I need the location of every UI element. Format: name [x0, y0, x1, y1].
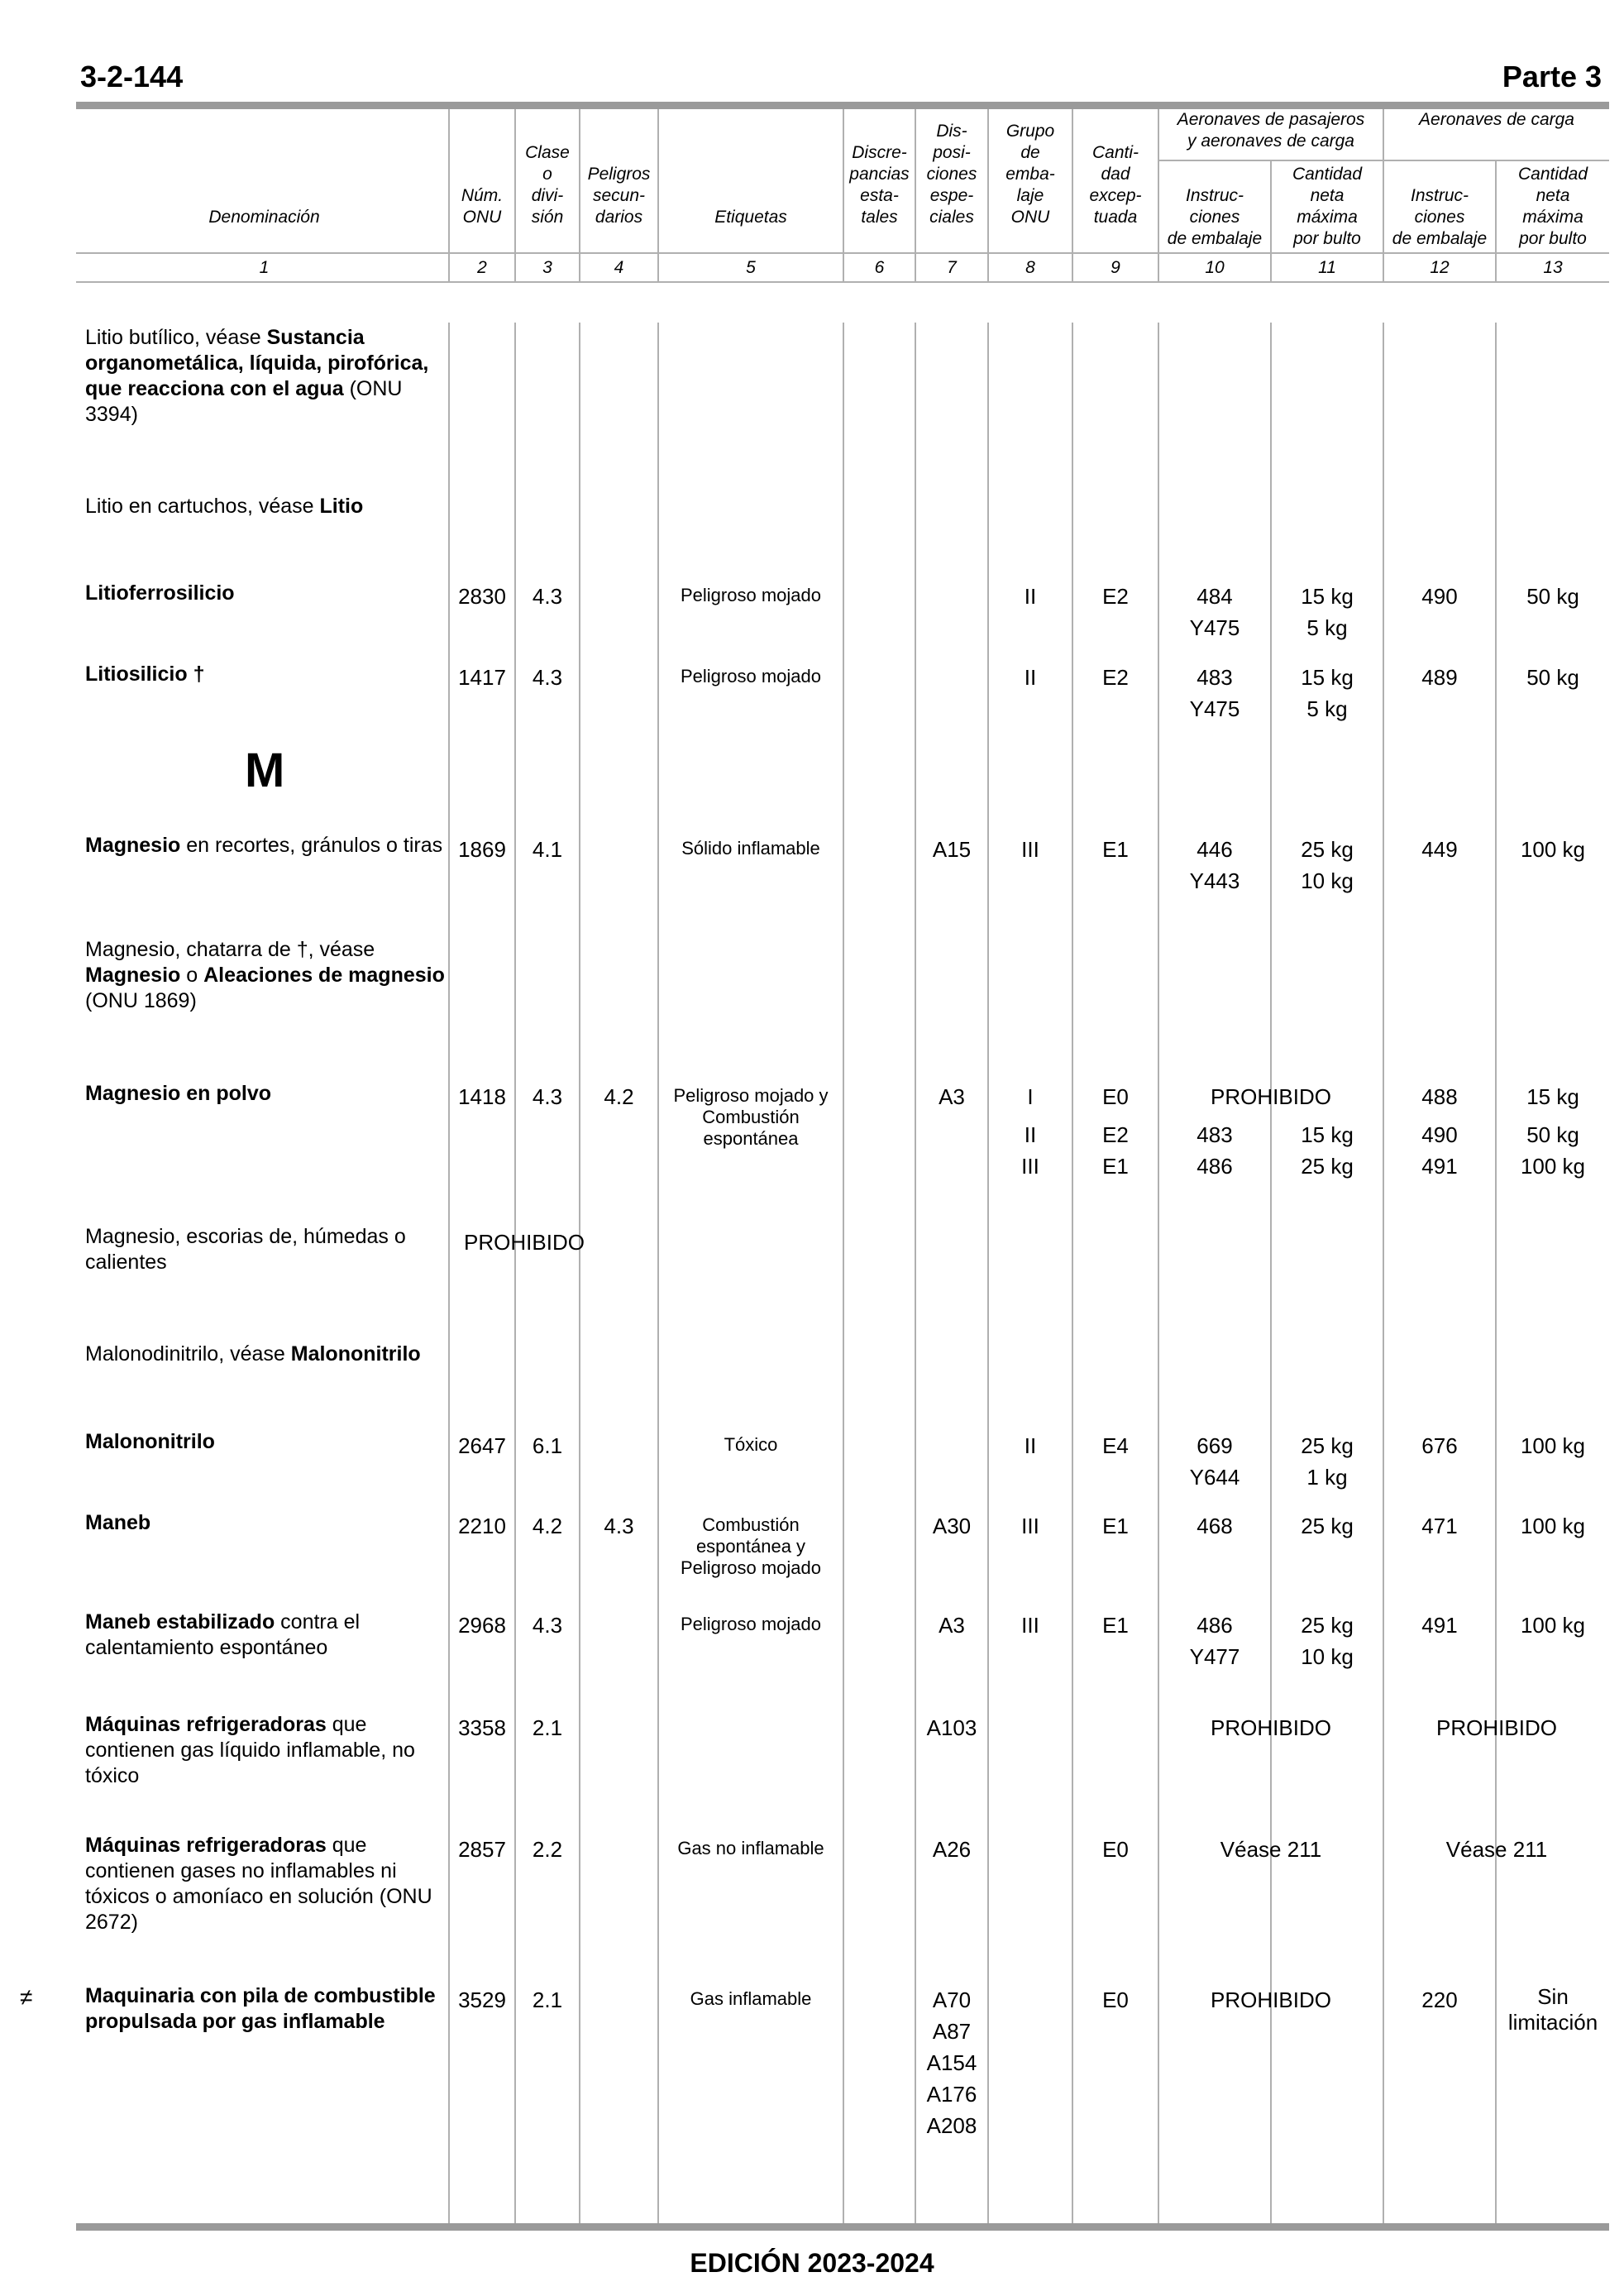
excepted-quantity: E2 E1: [1102, 1122, 1129, 1179]
entry-maneb: [85, 1510, 446, 1536]
header-peligros: Peligros secun- darios: [587, 165, 651, 227]
entry-name: Máquinas refrigeradoras: [85, 1834, 327, 1857]
class-division: 2.1: [532, 1987, 563, 2012]
class-division: 6.1: [532, 1433, 563, 1458]
special-provision: A70 A87 A154 A176 A208: [926, 1987, 977, 2138]
class-division: 4.2: [532, 1514, 563, 1538]
entry-litioferrosilicio: [85, 581, 446, 606]
entry-magnesio-escorias: [85, 1224, 446, 1275]
pax-see-reference: Véase 211: [1220, 1837, 1322, 1862]
cao-max-quantity: 100 kg: [1520, 837, 1586, 862]
excepted-quantity: E2: [1102, 665, 1129, 690]
top-rule: [76, 102, 1609, 109]
header-etiquetas: Etiquetas: [714, 208, 787, 227]
edition-footer: EDICIÓN 2023-2024: [690, 2248, 934, 2278]
column-number: 10: [1205, 258, 1225, 277]
excepted-quantity: E0: [1102, 1837, 1129, 1862]
entry-name: Magnesio en polvo: [85, 1082, 272, 1105]
pax-forbidden: PROHIBIDO: [1211, 1084, 1331, 1109]
entry-reference: Sustancia organometálica, líquida, pirofórica, que reacciona con el agua: [85, 326, 429, 400]
entry-reference: Malononitrilo: [290, 1342, 421, 1366]
hazard-label: Combustión espontánea y Peligroso mojado: [681, 1514, 821, 1578]
packing-group: II III: [1021, 1122, 1039, 1179]
subsidiary-hazard: 4.3: [604, 1514, 634, 1538]
cao-max-quantity: 50 kg: [1526, 584, 1579, 609]
header-grupo: Grupo de emba- laje ONU: [1005, 122, 1055, 227]
cao-packing-instruction: 490: [1421, 584, 1458, 609]
header-cantidad-exceptuada: Canti- dad excep- tuada: [1089, 143, 1142, 227]
entry-text: que contienen gas líquido inflamable, no tóxico: [85, 1713, 415, 1787]
cao-packing-instruction: 471: [1421, 1514, 1458, 1538]
entry-maquinas-refrigeradoras-inflamable: [85, 1712, 446, 1789]
cao-packing-instruction: 220: [1421, 1987, 1458, 2012]
header-denominacion: Denominación: [208, 208, 320, 227]
excepted-quantity: E1: [1102, 1613, 1129, 1638]
un-number: 1417: [458, 665, 506, 690]
un-number: 3529: [458, 1987, 506, 2012]
entry-name: Maquinaria con pila de combustible propulsada por gas inflamable: [85, 1984, 436, 2033]
entry-name: Litiosilicio †: [85, 662, 205, 686]
un-number: 2857: [458, 1837, 506, 1862]
class-division: 2.2: [532, 1837, 563, 1862]
entry-malonodinitrilo: [85, 1342, 446, 1367]
header-num-onu: Núm. ONU: [461, 186, 504, 227]
cao-see-reference: Véase 211: [1445, 1837, 1548, 1862]
entry-name: Magnesio, escorias de, húmedas o calientes: [85, 1225, 406, 1274]
header-pasajeros-group: Aeronaves de pasajeros y aeronaves de carga: [1177, 110, 1365, 151]
forbidden-notice: PROHIBIDO: [464, 1230, 585, 1255]
column-number: 8: [1025, 258, 1035, 277]
cao-packing-instruction: 490 491: [1421, 1122, 1458, 1179]
un-number: 3358: [458, 1715, 506, 1740]
entry-litio-butilico: [85, 325, 446, 428]
pax-max-quantity: 25 kg: [1301, 1514, 1354, 1538]
entry-text: o: [180, 964, 204, 987]
entry-maquinaria-pila-combustible: [85, 1983, 446, 2035]
column-number: 4: [614, 258, 624, 277]
hazard-label: Peligroso mojado y Combustión espontánea: [673, 1085, 829, 1149]
excepted-quantity: E0: [1102, 1084, 1129, 1109]
special-provision: A30: [932, 1514, 972, 1538]
entry-name: Maneb estabilizado: [85, 1610, 275, 1634]
page-number: 3-2-144: [80, 60, 184, 93]
cao-max-quantity: 100 kg: [1520, 1514, 1586, 1538]
pax-forbidden: PROHIBIDO: [1211, 1987, 1331, 2012]
col-sep: [657, 323, 659, 2223]
entry-name: Litioferrosilicio: [85, 581, 235, 605]
column-number: 13: [1543, 258, 1563, 277]
cao-packing-instruction: 491: [1421, 1613, 1458, 1638]
entry-magnesio-chatarra: [85, 937, 446, 1014]
page-header: [80, 60, 1602, 103]
cao-max-quantity: 100 kg: [1520, 1433, 1586, 1458]
pax-packing-instruction: 486 Y477: [1189, 1613, 1240, 1669]
column-number: 6: [874, 258, 885, 277]
special-provision: A3: [939, 1084, 965, 1109]
un-number: 2968: [458, 1613, 506, 1638]
cao-max-quantity: 50 kg 100 kg: [1520, 1122, 1586, 1179]
cao-packing-instruction: 676: [1421, 1433, 1458, 1458]
entry-text: Litio en cartuchos, véase: [85, 495, 320, 518]
header-instrucciones-carga: Instruc- ciones de embalaje: [1392, 186, 1488, 248]
class-division: 4.3: [532, 1613, 563, 1638]
column-number: 1: [259, 258, 270, 277]
packing-group: II: [1024, 1433, 1037, 1458]
section-letter: M: [245, 744, 285, 797]
column-number: 5: [746, 258, 756, 277]
pax-max-quantity: 15 kg 5 kg: [1301, 665, 1354, 721]
class-division: 4.1: [532, 837, 563, 862]
pax-packing-instruction: 483 Y475: [1189, 665, 1240, 721]
hazard-label: Peligroso mojado: [681, 666, 821, 686]
entry-litio-cartuchos: [85, 494, 446, 519]
subsidiary-hazard: 4.2: [604, 1084, 634, 1109]
pax-forbidden: PROHIBIDO: [1211, 1715, 1331, 1740]
entry-text: (ONU 3394): [85, 377, 403, 426]
cao-max-quantity: 15 kg: [1526, 1084, 1579, 1109]
pax-max-quantity: 15 kg 5 kg: [1301, 584, 1354, 640]
hazard-label: Peligroso mojado: [681, 585, 821, 605]
header-disposiciones: Dis- posi- ciones espe- ciales: [926, 122, 977, 227]
hazard-label: Peligroso mojado: [681, 1614, 821, 1634]
class-division: 4.3: [532, 665, 563, 690]
entry-text: contra el calentamiento espontáneo: [85, 1610, 361, 1659]
header-clase: Clase o divi- sión: [525, 143, 570, 227]
excepted-quantity: E0: [1102, 1987, 1129, 2012]
pax-packing-instruction: 446 Y443: [1189, 837, 1240, 893]
change-mark: ≠: [20, 1984, 33, 2010]
excepted-quantity: E1: [1102, 837, 1129, 862]
col-sep: [915, 323, 916, 2223]
hazard-label: Gas inflamable: [690, 1988, 812, 2009]
un-number: 2830: [458, 584, 506, 609]
cao-max-quantity: 100 kg: [1520, 1613, 1586, 1638]
pax-packing-instruction: 468: [1197, 1514, 1233, 1538]
pax-max-quantity: 25 kg 10 kg: [1301, 837, 1354, 893]
column-number: 7: [947, 258, 957, 277]
cao-packing-instruction: 489: [1421, 665, 1458, 690]
special-provision: A26: [932, 1837, 972, 1862]
pax-packing-instruction: 669 Y644: [1189, 1433, 1240, 1490]
entry-text: Magnesio, chatarra de †, véase: [85, 938, 375, 961]
hazard-label: Gas no inflamable: [677, 1838, 824, 1858]
packing-group: II: [1024, 584, 1037, 609]
entry-maquinas-refrigeradoras-no-inflamables: [85, 1833, 446, 1935]
entry-text: que contienen gases no inflamables ni tóxicos o amoníaco en solución (ONU 2672): [85, 1834, 432, 1934]
entry-magnesio-recortes: [85, 833, 446, 859]
col-sep: [843, 323, 844, 2223]
pax-max-quantity: 25 kg 10 kg: [1301, 1613, 1354, 1669]
pax-packing-instruction: 483 486: [1197, 1122, 1233, 1179]
header-cantidad-carga: Cantidad neta máxima por bulto: [1517, 165, 1588, 248]
entry-name: Máquinas refrigeradoras: [85, 1713, 327, 1736]
col-sep: [657, 109, 659, 281]
cao-max-quantity: Sin limitación: [1507, 1984, 1598, 2035]
part-title: Parte 3: [1502, 60, 1602, 93]
pax-packing-instruction: 484 Y475: [1189, 584, 1240, 640]
pax-max-quantity: 25 kg 1 kg: [1301, 1433, 1354, 1490]
column-number: 3: [542, 258, 552, 277]
entry-reference: Litio: [319, 495, 364, 518]
column-number-divider: [76, 281, 1609, 283]
cao-packing-instruction: 449: [1421, 837, 1458, 862]
entry-name: Magnesio: [85, 834, 181, 857]
un-number: 2210: [458, 1514, 506, 1538]
entry-maneb-estabilizado: [85, 1610, 446, 1661]
packing-group: III: [1021, 1613, 1039, 1638]
special-provision: A103: [926, 1715, 977, 1740]
column-number: 11: [1318, 258, 1336, 277]
special-provision: A15: [932, 837, 972, 862]
entry-magnesio-polvo: [85, 1081, 446, 1107]
packing-group: III: [1021, 1514, 1039, 1538]
un-number: 1418: [458, 1084, 506, 1109]
column-number: 12: [1430, 258, 1450, 277]
col-sep: [579, 323, 580, 2223]
excepted-quantity: E4: [1102, 1433, 1129, 1458]
entry-text: (ONU 1869): [85, 989, 197, 1012]
cao-max-quantity: 50 kg: [1526, 665, 1579, 690]
packing-group: I: [1027, 1084, 1034, 1109]
entry-name: Malononitrilo: [85, 1430, 215, 1453]
hazard-label: Sólido inflamable: [681, 838, 820, 859]
special-provision: A3: [939, 1613, 965, 1638]
entry-reference: Aleaciones de magnesio: [203, 964, 445, 987]
cao-packing-instruction: 488: [1421, 1084, 1458, 1109]
entry-malononitrilo: [85, 1429, 446, 1455]
bottom-rule: [76, 2223, 1609, 2231]
column-number: 9: [1111, 258, 1120, 277]
header-carga-group: Aeronaves de carga: [1419, 110, 1574, 129]
excepted-quantity: E2: [1102, 584, 1129, 609]
packing-group: III: [1021, 837, 1039, 862]
header-instrucciones-pax: Instruc- ciones de embalaje: [1167, 186, 1263, 248]
entry-text: Malonodinitrilo, véase: [85, 1342, 291, 1366]
cao-forbidden: PROHIBIDO: [1436, 1715, 1557, 1740]
un-number: 1869: [458, 837, 506, 862]
class-division: 4.3: [532, 584, 563, 609]
class-division: 2.1: [532, 1715, 563, 1740]
class-division: 4.3: [532, 1084, 563, 1109]
un-number: 2647: [458, 1433, 506, 1458]
entry-litiosilicio: [85, 662, 446, 687]
header-cantidad-pax: Cantidad neta máxima por bulto: [1292, 165, 1363, 248]
entry-text: en recortes, gránulos o tiras: [180, 834, 443, 857]
packing-group: II: [1024, 665, 1037, 690]
hazard-label: Tóxico: [724, 1434, 778, 1455]
entry-reference: Magnesio: [85, 964, 181, 987]
entry-name: Maneb: [85, 1511, 151, 1534]
excepted-quantity: E1: [1102, 1514, 1129, 1538]
entry-text: Litio butílico, véase: [85, 326, 267, 349]
column-number: 2: [477, 258, 487, 277]
pax-max-quantity: 15 kg 25 kg: [1301, 1122, 1354, 1179]
header-discrepancias: Discre- pancias esta- tales: [849, 143, 910, 227]
